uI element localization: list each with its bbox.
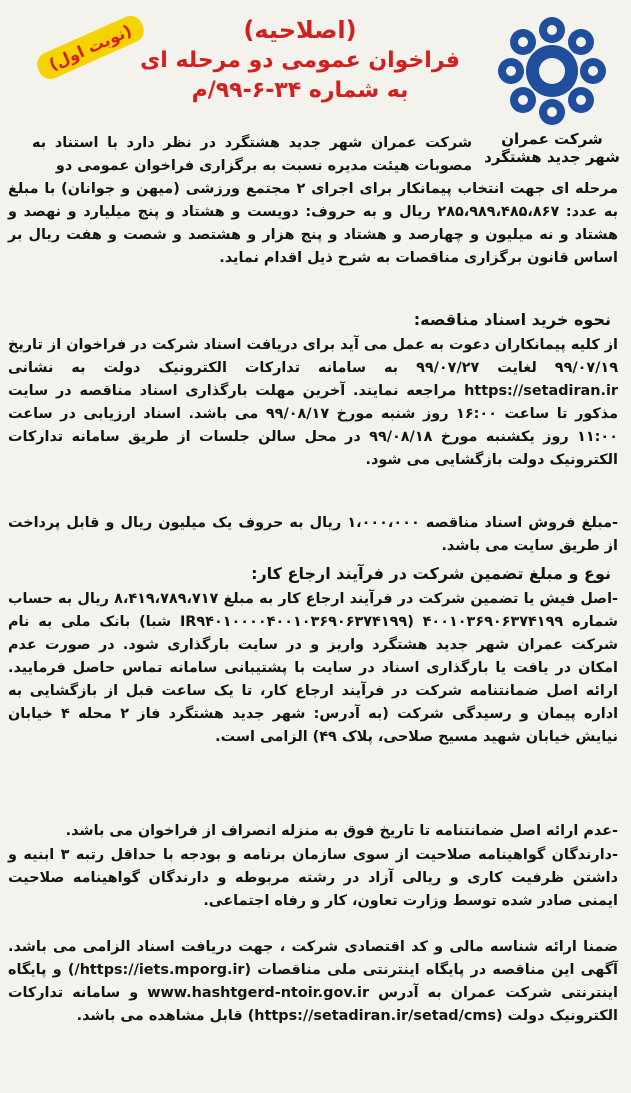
closing-paragraph: ضمنا ارائه شناسه مالی و کد اقتصادی شرکت ، جهت دریافت اسناد الزامی می باشد. آگهی این مناقصه در پایگاه اینترنتی ملی مناقصات (https://iets.mporg.ir/) و پایگاه اینترنتی شرکت عمران به آدرس www.hashtgerd-ntoir.gov.ir و سامانه تدارکات الکترونیک دولت (https://setadiran.ir/setad/cms) قابل مشاهده می باشد. [8,939,618,1024]
logo-name-line1: شرکت عمران [501,130,603,148]
emblem-icon [493,12,611,130]
first-round-badge: (نوبت اول) [33,12,147,82]
headline-number: به شماره ۳۴-۶-۹۹/م [191,78,409,103]
intro-paragraph-part2: مرحله ای جهت انتخاب پیمانکار برای اجرای ۲ مجتمع ورزشی (میهن و جوانان) با مبلغ به عدد: ۲۸۵،۹۸۹،۴۸۵،۸۶۷ ریال و به حروف: دویست و هشتاد و پنج میلیارد و نهصد و هشتاد و نه میلیون و چهارصد و هشتاد و پنج هزار و هشتصد و شصت و هفت ریال بر اساس قانون برگزاری مناقصات به شرح ذیل اقدام نماید. [8,181,618,266]
section-title-guarantee: نوع و مبلغ تضمین شرکت در فرآیند ارجاع کار: [251,564,611,583]
guarantee-paragraph: -اصل فیش یا تضمین شرکت در فرآیند ارجاع کار به مبلغ ۸،۴۱۹،۷۸۹،۷۱۷ ریال به حساب شماره ۴۰۰۱۰۳۶۹۰۶۳۷۴۱۹۹ (IR۹۴۰۱۰۰۰۰۴۰۰۱۰۳۶۹۰۶۳۷۴۱۹۹ شبا) بانک ملی به نام شرکت عمران شهر جدید هشتگرد واریز و در سایت بارگذاری شود. در صورت عدم امکان در یافت یا بارگذاری اسناد در سایت با پشتیبانی سامانه تماس حاصل فرمایید. ارائه اصل ضمانتنامه شرکت در فرآیند ارجاع کار، تا یک ساعت قبل از بازگشایی به اداره پیمان و رسیدگی شرکت (به آدرس: شهر جدید هشتگرد فاز ۲ محله ۴ خیابان نیایش خیابان شهید مسیح صلاحی، پلاک ۴۹) الزامی است. [8,591,619,745]
headline-title: فراخوان عمومی دو مرحله ای [140,48,460,73]
eligibility-paragraph: -دارندگان گواهینامه صلاحیت از سوی سازمان برنامه و بودجه با حداقل رتبه ۳ ابنیه و داشتن ظرفیت کاری و ریالی آزاد در رشته مربوطه و دارندگان گواهینامه صلاحیت ایمنی صادر شده توسط وزارت تعاون، کار و رفاه اجتماعی. [8,847,618,909]
intro-paragraph-part1: شرکت عمران شهر جدید هشتگرد در نظر دارد با استناد به مصوبات هیئت مدیره نسبت به برگزاری فراخوان عمومی دو [32,135,472,174]
headline [120,14,480,106]
logo-name-line2: شهر جدید هشتگرد [484,148,620,166]
headline-correction: (اصلاحیه) [243,16,357,44]
section-title-documents: نحوه خرید اسناد مناقصه: [413,310,611,329]
guarantee-deadline-paragraph: -عدم ارائه اصل ضمانتنامه تا تاریخ فوق به منزله انصراف از فراخوان می باشد. [65,823,618,839]
company-logo [484,12,620,182]
documents-fee-paragraph: -مبلغ فروش اسناد مناقصه ۱،۰۰۰،۰۰۰ ریال به حروف یک میلیون ریال و قابل پرداخت از طریق سایت می باشد. [8,515,618,554]
documents-paragraph: از کلیه پیمانکاران دعوت به عمل می آید برای دریافت اسناد شرکت در فراخوان از تاریخ ۹۹/۰۷/۱۹ لغایت ۹۹/۰۷/۲۷ به سامانه تدارکات الکترونیک دولت به نشانی https://setadiran.ir مراجعه نمایند. آخرین مهلت بارگذاری اسناد مناقصه در سایت مذکور تا ساعت ۱۶:۰۰ روز شنبه مورخ ۹۹/۰۸/۱۷ می باشد. اسناد ارزیابی در ساعت ۱۱:۰۰ روز یکشنبه مورخ ۹۹/۰۸/۱۸ در محل سالن جلسات از طریق سامانه تدارکات الکترونیک دولت بازگشایی می شود. [8,337,618,468]
